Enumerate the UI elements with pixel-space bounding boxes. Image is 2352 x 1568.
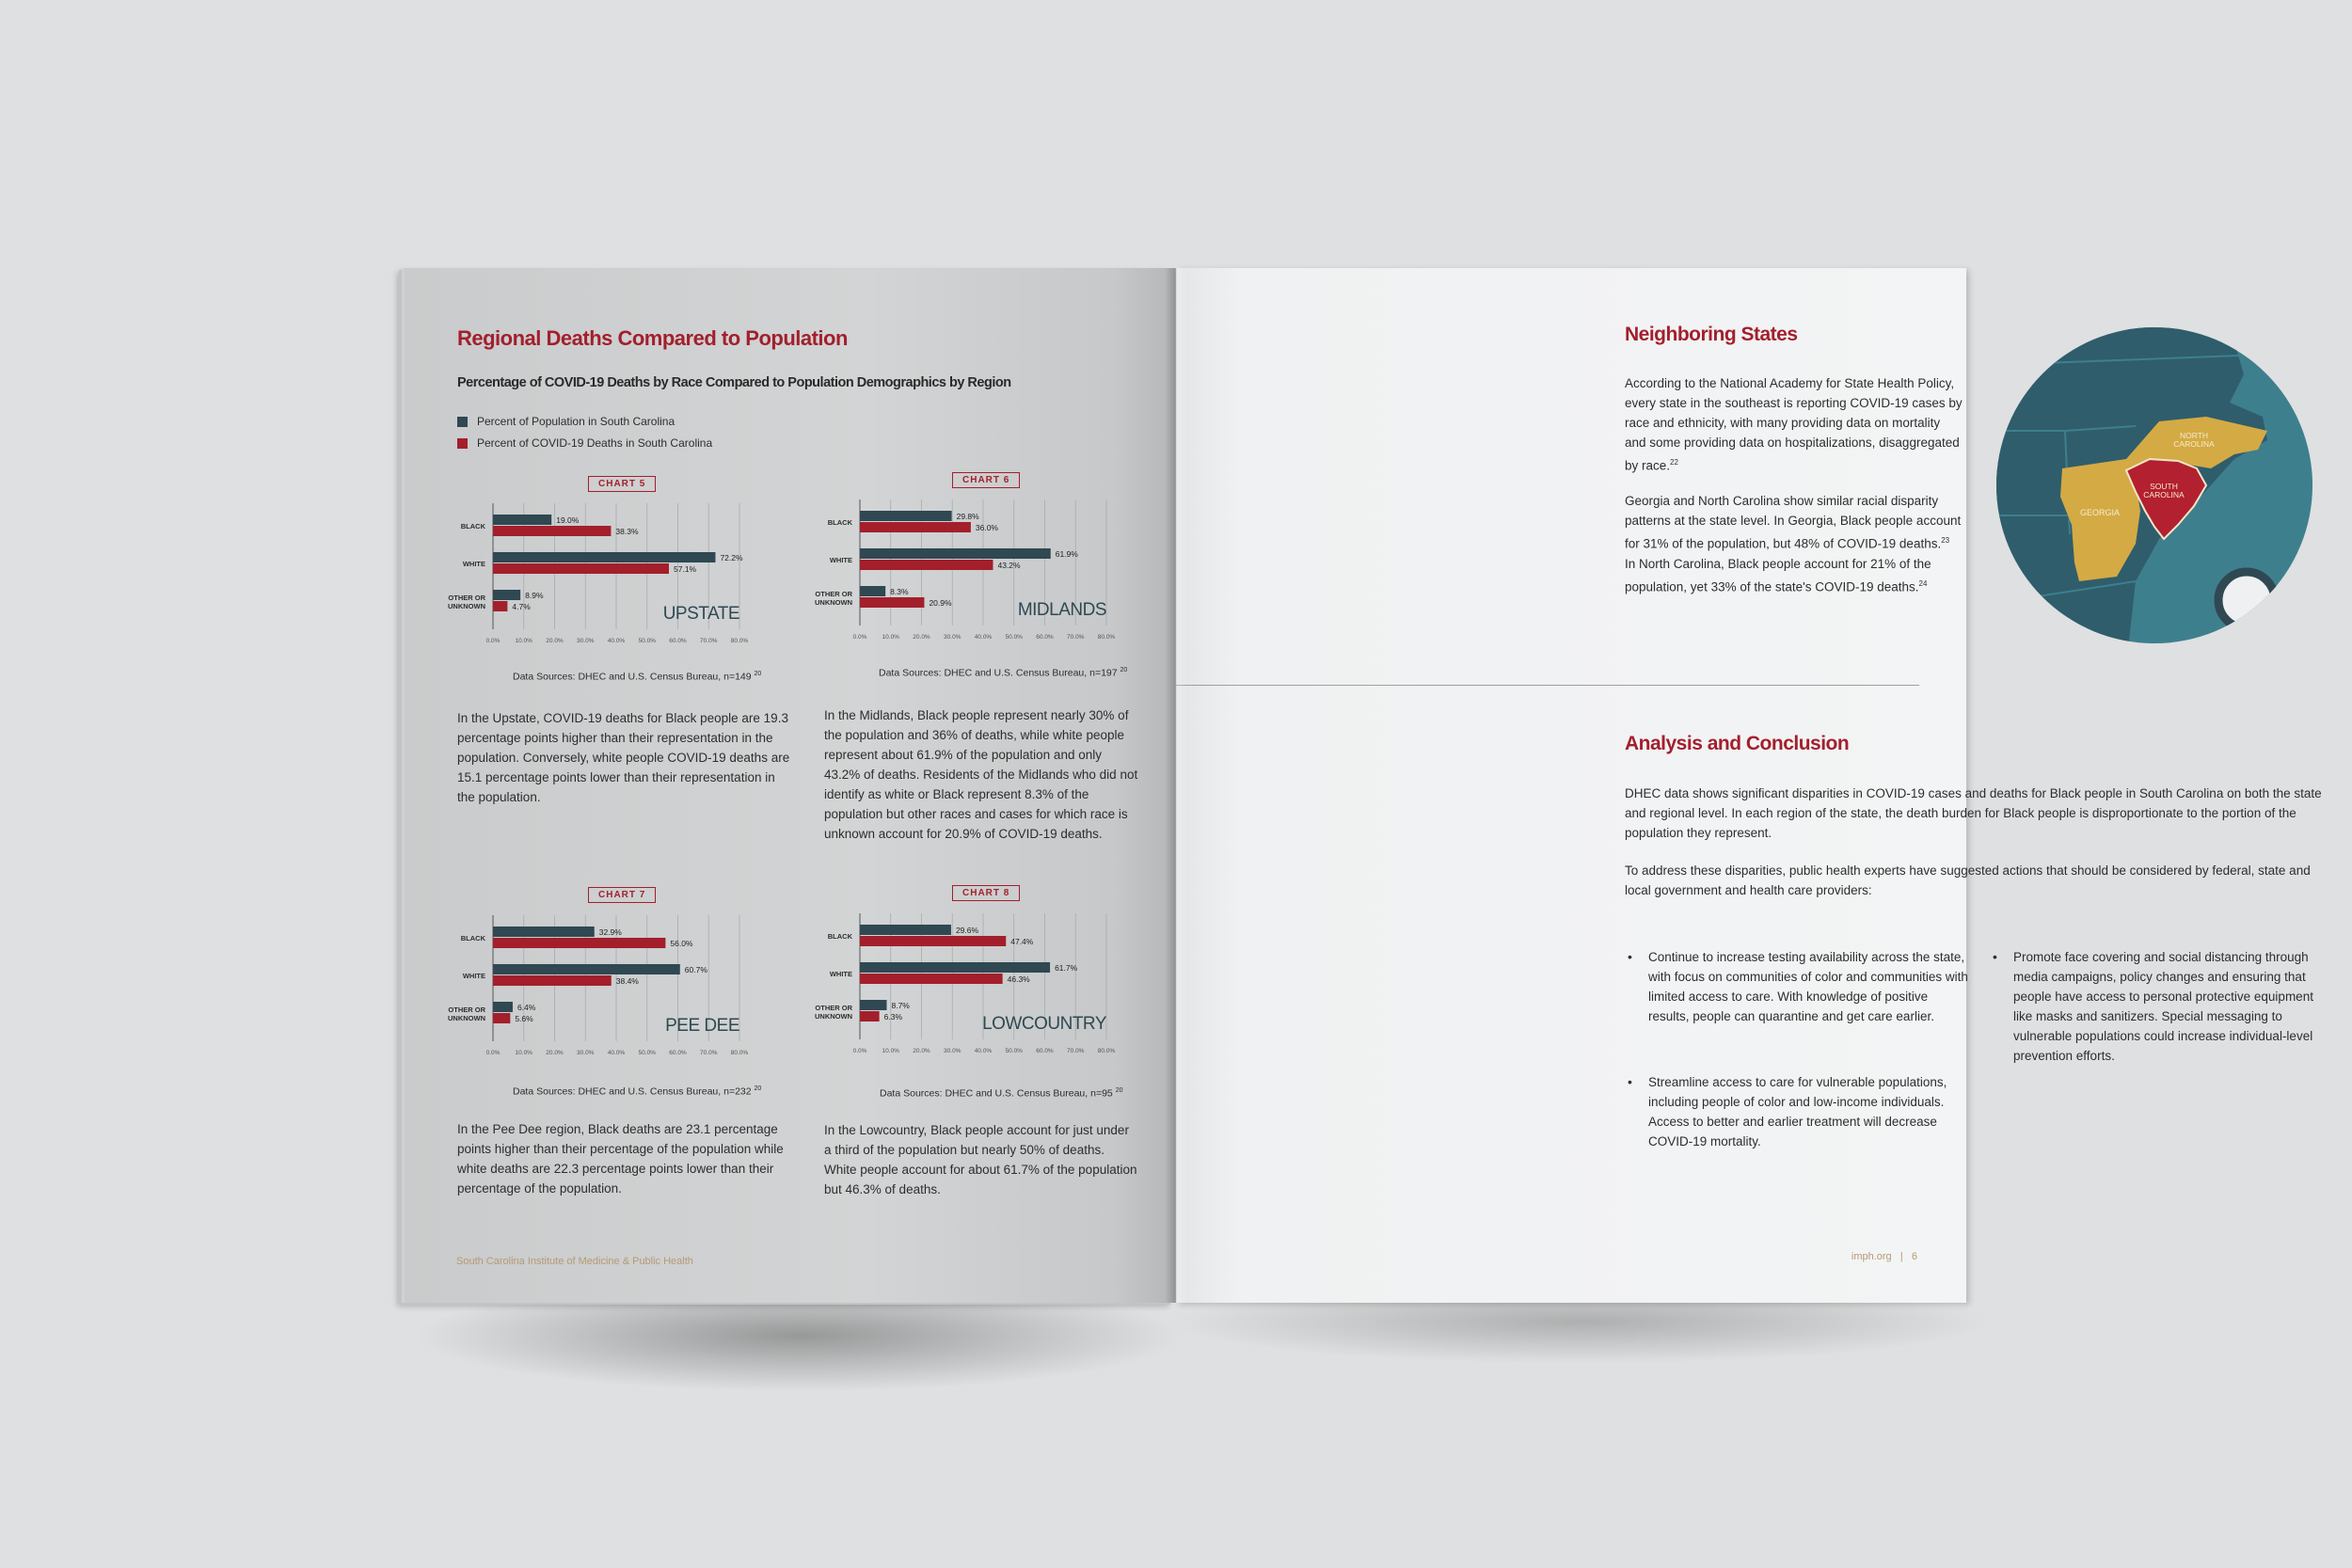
bullet-dot: •	[1628, 1074, 1632, 1089]
bar-value-label: 29.8%	[956, 512, 979, 521]
chart-6-tag: CHART 6	[952, 472, 1020, 488]
category-label: WHITE	[462, 560, 485, 568]
region-label: UPSTATE	[662, 604, 739, 624]
bar-deaths	[493, 975, 612, 986]
category-label: OTHER OR	[815, 590, 852, 598]
footnote-ref-23: 23	[1941, 536, 1950, 545]
category-label: UNKNOWN	[815, 598, 852, 607]
x-tick-label: 50.0%	[638, 1050, 656, 1056]
bar-value-label: 6.4%	[516, 1003, 536, 1012]
footnote-ref-22: 22	[1670, 458, 1678, 467]
chart-8-source-text: Data Sources: DHEC and U.S. Census Bureau, n=95	[880, 1087, 1113, 1100]
chart-6-source	[879, 667, 1127, 679]
footnote-ref-24: 24	[1918, 578, 1928, 588]
x-tick-label: 60.0%	[669, 1050, 687, 1056]
map-label-nc-1: NORTH	[2179, 431, 2209, 440]
x-tick-label: 20.0%	[913, 1048, 930, 1054]
footer-site: imph.org	[1851, 1251, 1892, 1262]
category-label: WHITE	[462, 972, 485, 980]
category-label: BLACK	[827, 518, 852, 527]
magnifier-lens	[2218, 572, 2275, 628]
chart-7-source-ref: 20	[754, 1085, 762, 1092]
bar-population	[493, 515, 551, 525]
x-tick-label: 30.0%	[577, 638, 595, 644]
neighbor-paragraph-1	[1625, 373, 1963, 476]
chart-6-midlands	[800, 498, 1120, 657]
bar-value-label: 36.0%	[975, 523, 999, 532]
neighbor-paragraph-2b-text: In North Carolina, Black people account for 21% of the population, yet 33% of the state's COVID-19 deaths.	[1625, 556, 1931, 594]
x-tick-label: 60.0%	[1036, 1048, 1054, 1054]
chart-8-source-ref: 20	[1115, 1087, 1123, 1094]
chart-7-source-text: Data Sources: DHEC and U.S. Census Bureau, n=232	[513, 1085, 752, 1098]
map-label-georgia: GEORGIA	[2079, 508, 2121, 517]
category-label: WHITE	[829, 970, 852, 978]
bar-population	[860, 586, 885, 596]
legend-label-deaths: Percent of COVID-19 Deaths in South Carolina	[477, 436, 713, 450]
neighboring-states-title: Neighboring States	[1625, 324, 1798, 345]
analysis-paragraph-2: To address these disparities, public health experts have suggested actions that should be considered by federal, state and local government and health care providers:	[1625, 863, 2311, 897]
x-tick-label: 50.0%	[638, 638, 656, 644]
legend-item-deaths	[457, 436, 712, 450]
x-tick-label: 40.0%	[607, 1050, 626, 1056]
chart-5-upstate	[433, 501, 753, 661]
category-label: BLACK	[460, 522, 485, 531]
bar-deaths	[493, 526, 611, 536]
bullet-dot: •	[1628, 949, 1632, 964]
x-tick-label: 80.0%	[1097, 1048, 1116, 1054]
x-tick-label: 0.0%	[852, 634, 867, 641]
x-tick-label: 30.0%	[944, 1048, 961, 1054]
x-tick-label: 60.0%	[1036, 634, 1054, 641]
chart-6-source-ref: 20	[1120, 667, 1128, 673]
bar-value-label: 60.7%	[684, 965, 707, 974]
x-tick-label: 0.0%	[485, 1050, 501, 1056]
bar-deaths	[493, 563, 669, 574]
x-tick-label: 70.0%	[700, 1050, 718, 1056]
category-label: OTHER OR	[448, 594, 485, 602]
bar-value-label: 46.3%	[1007, 974, 1030, 984]
bar-deaths	[493, 601, 507, 611]
map-label-nc-2: CAROLINA	[2173, 439, 2215, 449]
x-tick-label: 40.0%	[974, 1048, 993, 1054]
bar-value-label: 72.2%	[720, 553, 743, 562]
legend-swatch-deaths	[457, 438, 468, 449]
neighbor-paragraph-2	[1625, 491, 1963, 596]
bar-value-label: 61.9%	[1055, 549, 1078, 559]
bar-population	[860, 511, 952, 521]
bar-value-label: 8.7%	[891, 1001, 910, 1010]
chart-5-source-ref: 20	[754, 671, 762, 677]
chart-6-description: In the Midlands, Black people represent nearly 30% of the population and 36% of deaths, while white people represent about 61.9% of the population and only 43.2% of deaths. Residents of the Midlands who did not identify as white or Black represent 8.3% of the population but other races and cases for which race is unknown account for 20.9% of COVID-19 deaths.	[824, 708, 1138, 841]
bar-population	[860, 1000, 886, 1010]
chart-svg	[800, 498, 1120, 657]
analysis-paragraph-1: DHEC data shows significant disparities in COVID-19 cases and deaths for Black people in South Carolina on both the state and regional level. In each region of the state, the death burden for Black people is disproportionate to the portion of the population they represent.	[1625, 786, 2322, 840]
bar-value-label: 8.3%	[890, 587, 909, 596]
chart-svg	[433, 501, 753, 661]
left-page-title: Regional Deaths Compared to Population	[457, 326, 848, 350]
magnifier-handle	[2266, 621, 2288, 642]
category-label: UNKNOWN	[815, 1012, 852, 1021]
x-tick-label: 80.0%	[730, 638, 749, 644]
x-tick-label: 10.0%	[515, 638, 532, 644]
category-label: BLACK	[827, 932, 852, 941]
book-spine-gutter	[1165, 268, 1187, 1303]
legend-swatch-population	[457, 417, 468, 427]
chart-7-tag: CHART 7	[588, 887, 656, 903]
category-label: UNKNOWN	[448, 602, 485, 610]
left-page-subtitle: Percentage of COVID-19 Deaths by Race Compared to Population Demographics by Region	[457, 375, 1011, 390]
region-label: LOWCOUNTRY	[982, 1014, 1106, 1034]
x-tick-label: 70.0%	[1067, 1048, 1085, 1054]
x-tick-label: 80.0%	[1097, 634, 1116, 641]
section-divider	[1176, 685, 1919, 686]
bar-value-label: 38.3%	[615, 527, 639, 536]
bar-population	[860, 548, 1051, 559]
bullet-access-text: Streamline access to care for vulnerable populations, including people of color and low-income individuals. Access to better and earlier treatment will decrease COVID-19 mortality.	[1648, 1075, 1947, 1148]
bar-population	[493, 552, 715, 562]
bar-population	[860, 925, 951, 935]
footer-separator: |	[1899, 1251, 1903, 1262]
x-tick-label: 10.0%	[882, 1048, 899, 1054]
bullet-access	[1628, 1072, 1968, 1151]
bar-deaths	[860, 522, 971, 532]
southeast-map-illustration	[1994, 327, 2333, 666]
bar-value-label: 61.7%	[1055, 963, 1078, 973]
left-footer: South Carolina Institute of Medicine & Public Health	[456, 1256, 693, 1267]
chart-5-source	[513, 671, 761, 683]
x-tick-label: 60.0%	[669, 638, 687, 644]
bar-value-label: 19.0%	[556, 515, 580, 525]
chart-5-description: In the Upstate, COVID-19 deaths for Black people are 19.3 percentage points higher than their representation in the population. Conversely, white people COVID-19 deaths are 15.1 percentage points lower than their representation in the population.	[457, 711, 790, 804]
x-tick-label: 10.0%	[882, 634, 899, 641]
bar-population	[493, 1002, 513, 1012]
x-tick-label: 10.0%	[515, 1050, 532, 1056]
bar-deaths	[493, 938, 665, 948]
bar-deaths	[493, 1013, 510, 1023]
region-label: PEE DEE	[665, 1016, 739, 1036]
category-label: WHITE	[829, 556, 852, 564]
bar-value-label: 29.6%	[955, 926, 979, 935]
x-tick-label: 70.0%	[700, 638, 718, 644]
legend-item-population	[457, 415, 675, 428]
bar-population	[493, 590, 520, 600]
left-page	[405, 268, 1176, 1303]
chart-svg	[433, 913, 753, 1073]
bar-value-label: 5.6%	[515, 1014, 533, 1023]
chart-svg	[800, 911, 1120, 1071]
analysis-title: Analysis and Conclusion	[1625, 733, 1850, 754]
bar-deaths	[860, 974, 1003, 984]
chart-8-description: In the Lowcountry, Black people account for just under a third of the population but nearly 50% of deaths. White people account for about 61.7% of the population but 46.3% of deaths.	[824, 1123, 1137, 1196]
x-tick-label: 40.0%	[974, 634, 993, 641]
bullet-testing	[1628, 947, 1968, 1026]
chart-5-source-text: Data Sources: DHEC and U.S. Census Bureau, n=149	[513, 671, 752, 683]
bar-population	[860, 962, 1050, 973]
x-tick-label: 80.0%	[730, 1050, 749, 1056]
chart-8-lowcountry	[800, 911, 1120, 1071]
chart-5-tag: CHART 5	[588, 476, 656, 492]
neighbor-paragraph-2a-text: Georgia and North Carolina show similar racial disparity patterns at the state level. In Georgia, Black people account for 31% of the population, but 48% of COVID-19 deaths.	[1625, 494, 1962, 551]
x-tick-label: 20.0%	[546, 1050, 564, 1056]
bar-value-label: 32.9%	[598, 927, 622, 937]
bar-value-label: 56.0%	[670, 939, 693, 948]
bar-deaths	[860, 597, 924, 608]
bullet-testing-text: Continue to increase testing availability across the state, with focus on communities of color and communities with limited access to care. With knowledge of positive results, people can quarantine and get care earlier.	[1648, 950, 1968, 1023]
chart-6-source-text: Data Sources: DHEC and U.S. Census Bureau, n=197	[879, 667, 1118, 679]
right-footer	[1851, 1251, 1917, 1262]
x-tick-label: 50.0%	[1005, 1048, 1023, 1054]
bar-deaths	[860, 560, 993, 570]
bar-population	[493, 964, 680, 974]
x-tick-label: 0.0%	[852, 1048, 867, 1054]
open-brochure	[405, 268, 2322, 1303]
chart-8-tag: CHART 8	[952, 885, 1020, 901]
bar-value-label: 43.2%	[997, 561, 1021, 570]
x-tick-label: 0.0%	[485, 638, 501, 644]
category-label: UNKNOWN	[448, 1014, 485, 1022]
x-tick-label: 30.0%	[577, 1050, 595, 1056]
bar-value-label: 20.9%	[929, 598, 952, 608]
chart-7-source	[513, 1085, 761, 1098]
category-label: BLACK	[460, 934, 485, 942]
bullet-face-covering-text: Promote face covering and social distancing through media campaigns, policy changes and ensuring that people have access to personal protective equipment like masks and sanitizers. Special messaging to vulnerable populations could increase individual-level prevention efforts.	[2013, 950, 2313, 1063]
bar-deaths	[860, 936, 1006, 946]
bullet-face-covering	[1993, 947, 2328, 1066]
legend	[457, 415, 834, 452]
region-label: MIDLANDS	[1017, 600, 1106, 620]
x-tick-label: 30.0%	[944, 634, 961, 641]
map-label-sc-2: CAROLINA	[2143, 490, 2185, 499]
x-tick-label: 50.0%	[1005, 634, 1023, 641]
bar-value-label: 6.3%	[883, 1012, 903, 1022]
right-page	[1176, 268, 2322, 1303]
x-tick-label: 20.0%	[546, 638, 564, 644]
page-number: 6	[1911, 1251, 1917, 1262]
bar-value-label: 8.9%	[525, 591, 544, 600]
chart-7-description: In the Pee Dee region, Black deaths are 23.1 percentage points higher than their percentage of the population while white deaths are 22.3 percentage points lower than their percentage of the population.	[457, 1122, 784, 1196]
legend-label-population: Percent of Population in South Carolina	[477, 415, 675, 428]
x-tick-label: 70.0%	[1067, 634, 1085, 641]
map-svg	[1994, 327, 2333, 666]
bar-value-label: 47.4%	[1010, 937, 1034, 946]
bar-value-label: 57.1%	[674, 564, 697, 574]
map-label-sc-1: SOUTH	[2150, 482, 2178, 491]
neighbor-paragraph-1-text: According to the National Academy for State Health Policy, every state in the southeast is reporting COVID-19 cases by race and ethnicity, with many providing data on mortality and some providing data on hospitalizations, disaggregated by race.	[1625, 376, 1963, 473]
bar-value-label: 4.7%	[512, 602, 531, 611]
bullet-dot: •	[1993, 949, 1997, 964]
chart-8-source	[880, 1087, 1122, 1100]
x-tick-label: 40.0%	[607, 638, 626, 644]
category-label: OTHER OR	[815, 1004, 852, 1012]
category-label: OTHER OR	[448, 1006, 485, 1014]
bar-value-label: 38.4%	[615, 976, 639, 986]
x-tick-label: 20.0%	[913, 634, 930, 641]
chart-7-pee-dee	[433, 913, 753, 1073]
bar-deaths	[860, 1011, 880, 1022]
bar-population	[493, 927, 595, 937]
